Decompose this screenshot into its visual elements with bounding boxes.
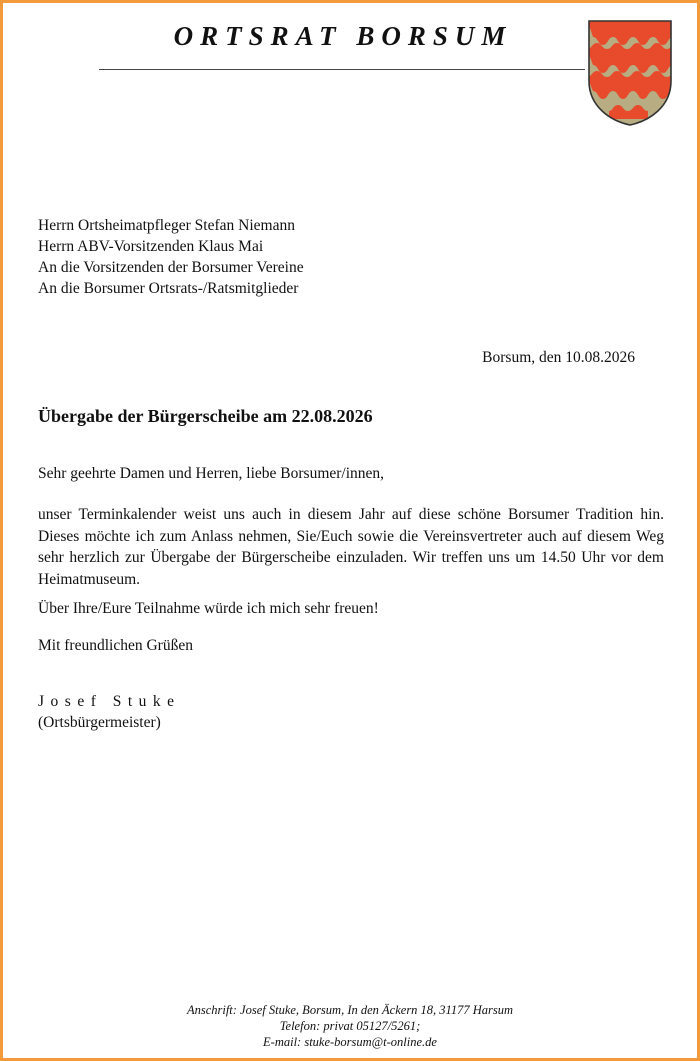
signer-role: (Ortsbürgermeister) [38, 714, 161, 731]
place-date: Borsum, den 10.08.2026 [482, 349, 635, 366]
letter-paragraph: Über Ihre/Eure Teilnahme würde ich mich sehr freuen! [38, 600, 379, 617]
letter-body: unser Terminkalender weist uns auch in diesem Jahr auf diese schöne Borsumer Tradition hin. Dieses möchte ich zum Anlass nehmen, Sie/Euch sowie die Vereinsvertreter auch auf diesem Weg sehr herzlich zur Übergabe der Bürgerscheibe einzuladen. Wir treffen uns um 14.50 Uhr vor dem Heimatmuseum. [38, 506, 664, 588]
recipient-line: Herrn Ortsheimatpfleger Stefan Niemann [38, 217, 295, 234]
recipient-line: An die Vorsitzenden der Borsumer Vereine [38, 259, 304, 276]
closing-formula: Mit freundlichen Grüßen [38, 637, 193, 654]
recipient-block [38, 215, 304, 299]
footer-address: Anschrift: Josef Stuke, Borsum, In den Äckern 18, 31177 Harsum [186, 1003, 514, 1017]
footer-email: E-mail: stuke-borsum@t-online.de [263, 1035, 437, 1049]
letter-subject: Übergabe der Bürgerscheibe am 22.08.2026 [38, 406, 373, 426]
recipient-line: Herrn ABV-Vorsitzenden Klaus Mai [38, 238, 264, 255]
footer-phone: Telefon: privat 05127/5261; [279, 1019, 421, 1033]
coat-of-arms-icon [587, 19, 673, 127]
salutation: Sehr geehrte Damen und Herren, liebe Borsumer/innen, [38, 465, 385, 482]
letterhead-title: ORTSRAT BORSUM [173, 21, 513, 51]
signer-name: Josef Stuke [38, 693, 181, 710]
letter-footer [3, 1002, 697, 1050]
letterhead-rule [99, 69, 585, 70]
recipient-line: An die Borsumer Ortsrats-/Ratsmitglieder [38, 280, 299, 297]
